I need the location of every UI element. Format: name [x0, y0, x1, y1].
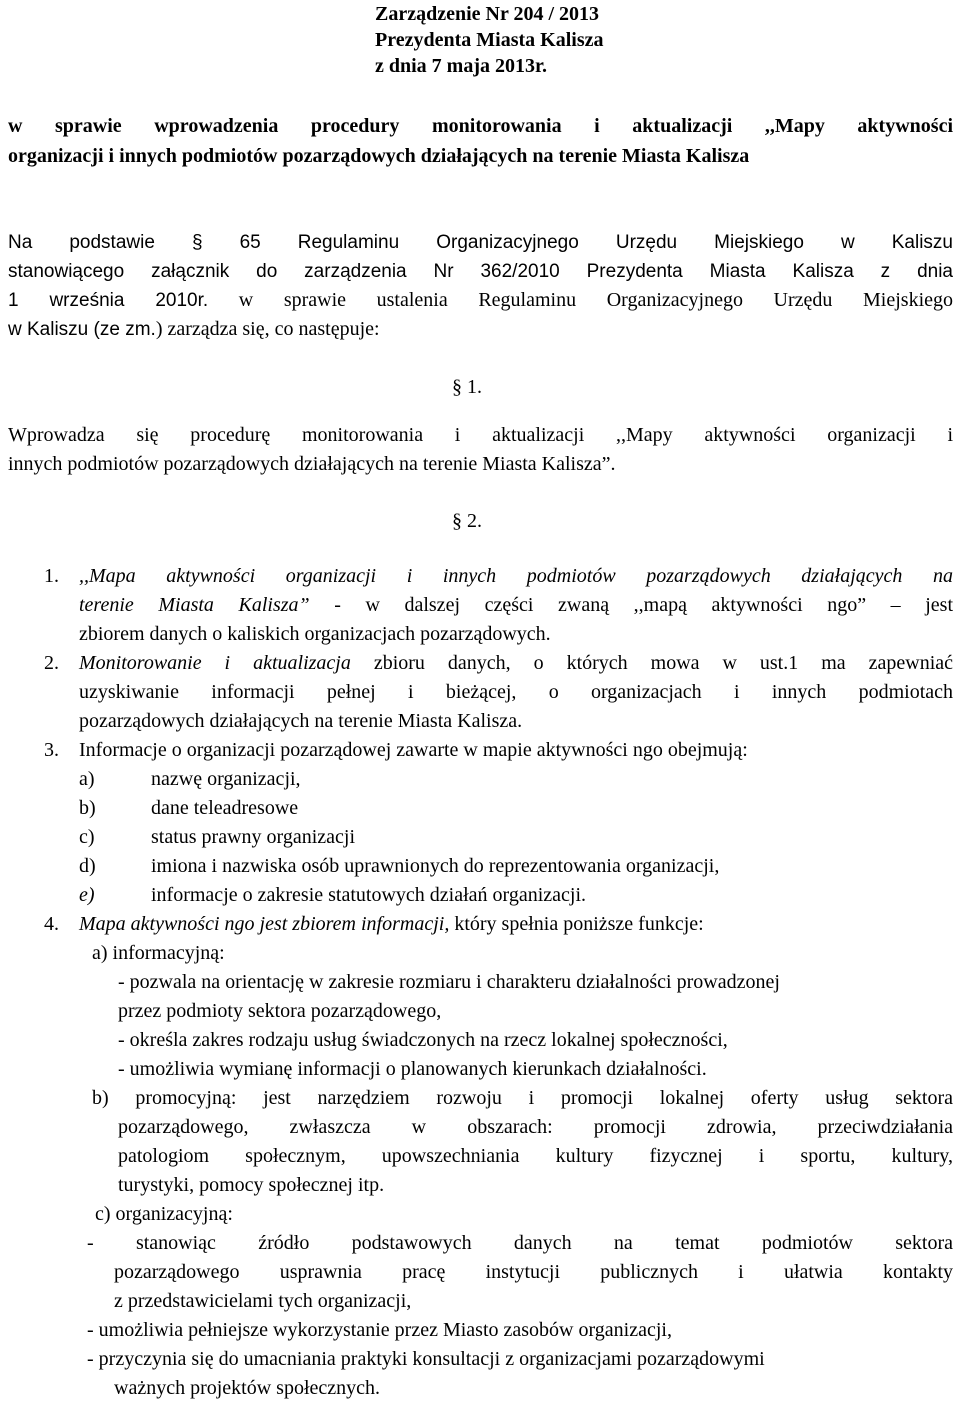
point-2-line-2: uzyskiwanie informacji pełnej i bieżącej, o organizacjach i innych podmiotach [79, 681, 953, 703]
title-line-1: Zarządzenie Nr 204 / 2013 [375, 3, 600, 25]
list-item: dane teleadresowe [151, 797, 299, 819]
function-a-line-1: - pozwala na orientację w zakresie rozmiaru i charakteru działalności prowadzonej [118, 971, 780, 993]
function-c-line-5: - przyczynia się do umacniania praktyki konsultacji z organizacjami pozarządowymi [87, 1348, 765, 1370]
section-1-line-2: innych podmiotów pozarządowych działających na terenie Miasta Kalisza”. [8, 453, 616, 475]
point-1-line-1: ,,Mapa aktywności organizacji i innych podmiotów pozarządowych działających na [79, 565, 953, 587]
function-b-line-4: turystyki, pomocy społecznej itp. [118, 1174, 385, 1196]
list-item-label: a) [79, 768, 95, 790]
preamble-line-3-date: 1 września 2010r. [8, 290, 209, 311]
point-2-line-1-rest: zbioru danych, o których mowa w ust.1 ma zapewniać [350, 652, 953, 674]
point-2-number: 2. [44, 652, 59, 674]
preamble-line-4-b: ) zarządza się, co następuje: [155, 318, 380, 340]
section-2-heading: § 2. [452, 510, 482, 532]
function-c-line-1: - stanowiąc źródło podstawowych danych na temat podmiotów sektora [87, 1232, 953, 1254]
section-1-heading: § 1. [452, 376, 482, 398]
list-item-label: d) [79, 855, 96, 877]
function-c-line-2: pozarządowego usprawnia pracę instytucji publicznych i ułatwia kontakty [114, 1261, 953, 1283]
list-item: status prawny organizacji [151, 826, 356, 848]
point-4-number: 4. [44, 913, 59, 935]
function-c-line-3: z przedstawicielami tych organizacji, [114, 1290, 412, 1312]
point-1-line-3: zbiorem danych o kaliskich organizacjach pozarządowych. [79, 623, 551, 645]
preamble-line-3 [8, 286, 953, 315]
function-c-line-6: ważnych projektów społecznych. [114, 1377, 381, 1399]
function-a-line-4: - umożliwia wymianę informacji o planowanych kierunkach działalności. [118, 1058, 707, 1080]
point-1-line-2 [79, 591, 953, 620]
point-2-line-1-italic: Monitorowanie i aktualizacja [79, 652, 351, 674]
list-item-label: b) [79, 797, 96, 819]
title-line-2: Prezydenta Miasta Kalisza [375, 29, 604, 51]
point-4-line-1-rest: który spełnia poniższe funkcje: [449, 913, 704, 935]
list-item: nazwę organizacji, [151, 768, 301, 790]
list-item: imiona i nazwiska osób uprawnionych do reprezentowania organizacji, [151, 855, 720, 877]
function-b-line-2: pozarządowego, zwłaszcza w obszarach: promocji zdrowia, przeciwdziałania [118, 1116, 953, 1138]
preamble-line-4 [8, 315, 380, 344]
preamble-line-4-a: w Kaliszu (ze zm. [8, 319, 156, 340]
list-item: informacje o zakresie statutowych działań organizacji. [151, 884, 586, 906]
function-a-line-3: - określa zakres rodzaju usług świadczonych na rzecz lokalnej społeczności, [118, 1029, 728, 1051]
preamble-line-2: stanowiącego załącznik do zarządzenia Nr 362/2010 Prezydenta Miasta Kalisza z dnia [8, 261, 953, 282]
section-1-line-1: Wprowadza się procedurę monitorowania i aktualizacji ,,Mapy aktywności organizacji i [8, 424, 953, 446]
point-4-line-1 [79, 910, 704, 939]
function-b-line-3: patologiom społecznym, upowszechniania kultury fizycznej i sportu, kultury, [118, 1145, 953, 1167]
point-1-line-2-italic: terenie Miasta Kalisza” [79, 594, 310, 616]
function-a-heading: a) informacyjną: [92, 942, 225, 964]
point-3-number: 3. [44, 739, 59, 761]
point-2-line-1 [79, 649, 953, 678]
point-3-line-1: Informacje o organizacji pozarządowej zawarte w mapie aktywności ngo obejmują: [79, 739, 748, 761]
preamble-line-1: Na podstawie § 65 Regulaminu Organizacyjnego Urzędu Miejskiego w Kaliszu [8, 232, 953, 253]
function-b-line-1: b) promocyjną: jest narzędziem rozwoju i promocji lokalnej oferty usług sektora [92, 1087, 953, 1109]
function-c-line-4: - umożliwia pełniejsze wykorzystanie przez Miasto zasobów organizacji, [87, 1319, 672, 1341]
point-1-number: 1. [44, 565, 59, 587]
preamble-line-3-rest: w sprawie ustalenia Regulaminu Organizacyjnego Urzędu Miejskiego [208, 289, 954, 311]
list-item-label: e) [79, 884, 95, 906]
function-c-heading: c) organizacyjną: [95, 1203, 233, 1225]
title-line-3: z dnia 7 maja 2013r. [375, 55, 548, 77]
subject-line-1: w sprawie wprowadzenia procedury monitorowania i aktualizacji ,,Mapy aktywności [8, 115, 953, 137]
function-a-line-2: przez podmioty sektora pozarządowego, [118, 1000, 442, 1022]
list-item-label: c) [79, 826, 95, 848]
subject-line-2: organizacji i innych podmiotów pozarządowych działających na terenie Miasta Kalisza [8, 145, 750, 167]
point-4-line-1-italic: Mapa aktywności ngo jest zbiorem informacji, [79, 913, 450, 935]
point-1-line-2-rest: - w dalszej części zwaną ,,mapą aktywności ngo” – jest [309, 594, 954, 616]
point-2-line-3: pozarządowych działających na terenie Miasta Kalisza. [79, 710, 523, 732]
